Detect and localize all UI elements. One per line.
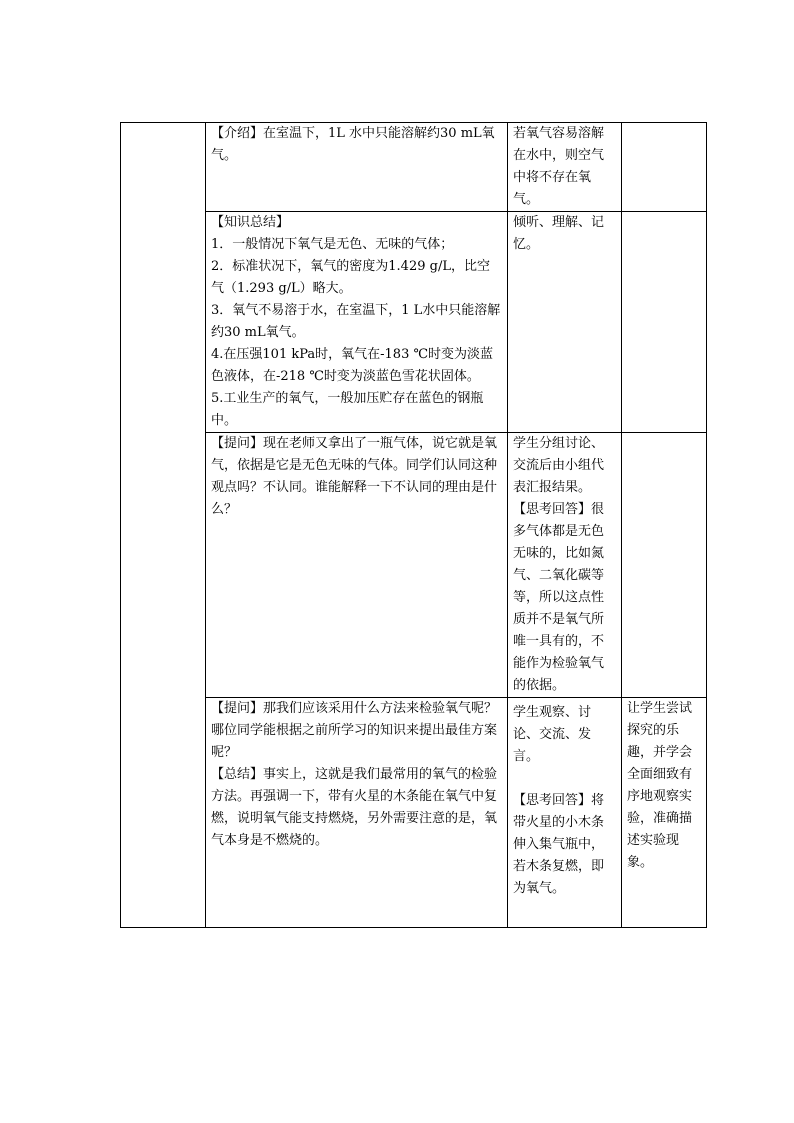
teacher-summary: 【总结】事实上，这就是我们最常用的氧气的检验方法。再强调一下，带有火星的木条能在氧气中复燃，说明氧气能支持燃烧，另外需要注意的是，氧气本身是不燃烧的。 — [211, 767, 498, 848]
student-text: 倾听、理解、记忆。 — [513, 215, 605, 252]
intent-text: 让学生尝试探究的乐趣，并学会全面细致有序地观察实验，准确描述实验现象。 — [627, 701, 693, 870]
student-activity-cell — [508, 433, 622, 698]
student-text: 学生观察、讨论、交流、发言。 — [513, 705, 592, 764]
student-activity-cell — [508, 123, 622, 212]
teacher-activity-cell — [206, 212, 508, 433]
teacher-text: 【提问】现在老师又拿出了一瓶气体，说它就是氧气，依据是它是无色无味的气体。同学们认同这种观点吗？不认同。谁能解释一下不认同的理由是什么？ — [211, 436, 498, 517]
teacher-activity-cell — [206, 698, 508, 928]
student-activity-cell — [508, 212, 622, 433]
student-answer: 【思考回答】很多气体都是无色无味的，比如氮气、二氧化碳等等，所以这点性质并不是氧气所唯一具有的，不能作为检验氧气的依据。 — [513, 502, 605, 693]
summary-item: 4.在压强101 kPa时，氧气在-183 ℃时变为淡蓝色液体，在-218 ℃时变为淡蓝色雪花状固体。 — [211, 347, 494, 384]
intent-cell — [622, 212, 707, 433]
intent-cell — [622, 433, 707, 698]
table-row — [121, 212, 707, 433]
teacher-activity-cell — [206, 433, 508, 698]
intent-cell — [622, 123, 707, 212]
student-text: 学生分组讨论、交流后由小组代表汇报结果。 — [513, 436, 605, 495]
summary-item: 2．标准状况下，氧气的密度为1.429 g/L，比空气（1.293 g/L）略大。 — [211, 259, 490, 296]
summary-item: 5.工业生产的氧气，一般加压贮存在蓝色的钢瓶中。 — [211, 391, 484, 428]
summary-heading: 【知识总结】 — [211, 215, 290, 230]
teacher-activity-cell — [206, 123, 508, 212]
student-activity-cell — [508, 698, 622, 928]
stage-column-cell — [121, 123, 206, 928]
table-row — [121, 698, 707, 928]
summary-item: 1．一般情况下氧气是无色、无味的气体； — [211, 237, 454, 252]
student-answer: 【思考回答】将带火星的小木条伸入集气瓶中，若木条复燃，即为氧气。 — [513, 793, 605, 896]
lesson-plan-table — [120, 122, 707, 928]
table-row — [121, 433, 707, 698]
student-text: 若氧气容易溶解在水中，则空气中将不存在氧气。 — [513, 126, 605, 207]
teacher-text: 【介绍】在室温下，1L 水中只能溶解约30 mL氧气。 — [211, 126, 495, 163]
summary-item: 3．氧气不易溶于水，在室温下，1 L水中只能溶解约30 mL氧气。 — [211, 303, 501, 340]
table-row — [121, 123, 707, 212]
teacher-question: 【提问】那我们应该采用什么方法来检验氧气呢？哪位同学能根据之前所学习的知识来提出最佳方案呢？ — [211, 701, 498, 760]
intent-cell — [622, 698, 707, 928]
